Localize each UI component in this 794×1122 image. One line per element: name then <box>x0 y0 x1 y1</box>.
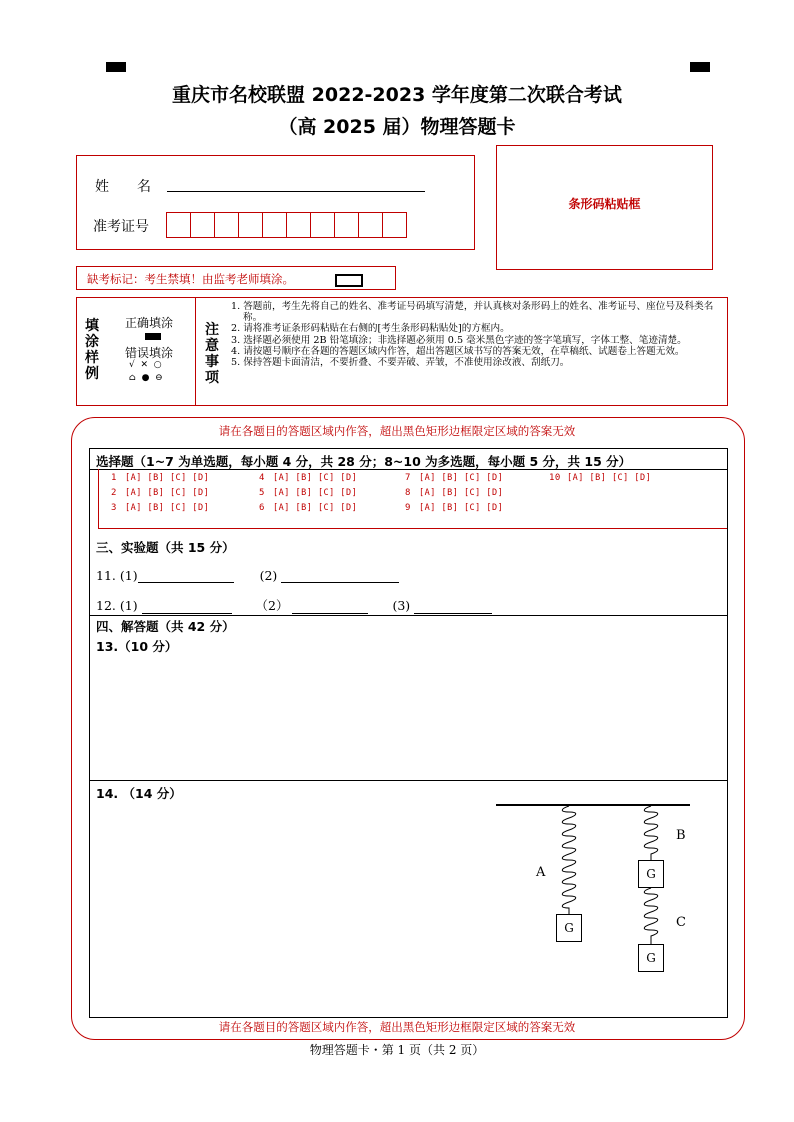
exam-id-label: 准考证号 <box>93 219 149 235</box>
note-item: 1. 答题前，考生先将自己的姓名、准考证号码填写清楚，并认真核对条形码上的姓名、准考证号、座位号及科类名称。 <box>231 301 714 324</box>
wrong-fill-marks-2: ⌂ ● ⊖ <box>129 373 163 383</box>
choice-grid <box>98 469 727 529</box>
q11-part1-blank[interactable] <box>138 568 234 583</box>
choice-item[interactable]: 3 [A] [B] [C] [D] <box>111 503 210 513</box>
weight-c: G <box>638 944 664 972</box>
warning-top: 请在各题目的答题区域内作答，超出黑色矩形边框限定区域的答案无效 <box>218 424 576 438</box>
q12-row <box>96 596 492 614</box>
label-b: B <box>676 828 686 843</box>
weight-b: G <box>638 860 664 888</box>
choice-item[interactable]: 2 [A] [B] [C] [D] <box>111 488 210 498</box>
label-a: A <box>536 865 546 880</box>
correct-fill-label: 正确填涂 <box>125 316 174 330</box>
choice-item[interactable]: 7 [A] [B] [C] [D] <box>405 473 504 483</box>
correct-fill-mark <box>145 333 161 340</box>
spring-figure <box>490 795 700 980</box>
student-info-box <box>76 155 475 250</box>
weight-a: G <box>556 914 582 942</box>
absence-mark-field[interactable] <box>335 274 363 287</box>
barcode-box <box>496 145 713 270</box>
page-title: 重庆市名校联盟 2022-2023 学年度第二次联合考试 <box>172 84 622 106</box>
spring-a <box>560 806 578 914</box>
warning-bottom: 请在各题目的答题区域内作答，超出黑色矩形边框限定区域的答案无效 <box>218 1020 576 1034</box>
note-item: 2. 请将准考证条形码粘贴在右侧的[考生条形码粘贴处]的方框内。 <box>231 323 510 335</box>
instructions-box <box>76 297 728 406</box>
note-item: 4. 请按题号顺序在各题的答题区域内作答，超出答题区域书写的答案无效，在草稿纸、试题卷上答题无效。 <box>231 345 685 357</box>
name-label: 姓 名 <box>95 179 151 195</box>
label-c: C <box>676 915 686 930</box>
q12-part2-label: （2） <box>255 598 289 613</box>
notes-list <box>231 301 721 368</box>
note-item: 3. 选择题必须使用 2B 铅笔填涂；非选择题必须用 0.5 毫米黑色字迹的签字笔填写，字体工整、笔迹清楚。 <box>231 334 687 346</box>
spring-b <box>642 806 660 860</box>
choice-item[interactable]: 6 [A] [B] [C] [D] <box>259 503 358 513</box>
choice-item[interactable]: 5 [A] [B] [C] [D] <box>259 488 358 498</box>
q12-part2-blank[interactable] <box>292 599 368 614</box>
q13-label: 13.（10 分） <box>96 639 178 654</box>
page-subtitle: （高 2025 届）物理答题卡 <box>278 116 516 138</box>
name-field[interactable] <box>167 191 425 192</box>
solve-heading: 四、解答题（共 42 分） <box>96 619 235 634</box>
q12-number: 12. <box>96 598 116 613</box>
wrong-fill-marks: √ ✕ ○ <box>129 360 162 370</box>
q12-part1-label: (1) <box>119 598 138 613</box>
barcode-label: 条形码粘贴框 <box>568 197 641 211</box>
q11-row <box>96 568 399 583</box>
page-footer: 物理答题卡・第 1 页（共 2 页） <box>309 1043 485 1057</box>
absence-box <box>76 266 396 290</box>
choice-item[interactable]: 1 [A] [B] [C] [D] <box>111 473 210 483</box>
absence-text: 缺考标记：考生禁填！由监考老师填涂。 <box>87 272 294 286</box>
alignment-mark-left <box>106 62 126 72</box>
exam-id-cells[interactable] <box>167 212 407 238</box>
choice-item[interactable]: 10 [A] [B] [C] [D] <box>549 473 652 483</box>
notes-side-label: 注意事项 <box>205 322 219 386</box>
q11-part2-label: (2) <box>259 568 278 583</box>
q11-part1-label: (1) <box>119 568 138 583</box>
spring-c <box>642 888 660 944</box>
q12-part1-blank[interactable] <box>142 599 232 614</box>
q11-part2-blank[interactable] <box>281 568 399 583</box>
q11-number: 11. <box>96 568 116 583</box>
wrong-fill-label: 错误填涂 <box>125 346 174 360</box>
fill-example-side-label: 填涂样例 <box>85 318 99 382</box>
experiment-heading: 三、实验题（共 15 分） <box>96 540 235 555</box>
choice-item[interactable]: 8 [A] [B] [C] [D] <box>405 488 504 498</box>
q12-part3-blank[interactable] <box>414 599 492 614</box>
note-item: 5. 保持答题卡面清洁，不要折叠、不要弄破、弄皱，不准使用涂改液、刮纸刀。 <box>231 357 570 369</box>
choice-section <box>89 448 728 616</box>
q14-label: 14. （14 分） <box>96 786 182 801</box>
ceiling-line <box>496 804 690 806</box>
alignment-mark-right <box>690 62 710 72</box>
choice-item[interactable]: 9 [A] [B] [C] [D] <box>405 503 504 513</box>
q13-answer-area[interactable] <box>89 615 728 781</box>
q12-part3-label: (3) <box>392 598 411 613</box>
choice-heading: 选择题（1~7 为单选题，每小题 4 分，共 28 分；8~10 为多选题，每小题 5 分，共 15 分） <box>96 454 632 469</box>
choice-item[interactable]: 4 [A] [B] [C] [D] <box>259 473 358 483</box>
